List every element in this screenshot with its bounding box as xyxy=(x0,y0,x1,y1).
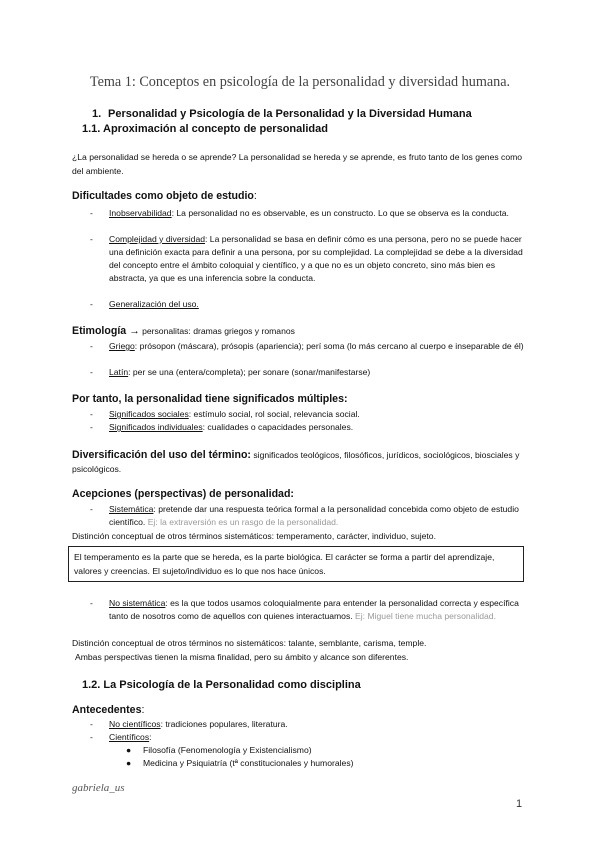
dash-marker: - xyxy=(90,504,93,514)
item-text: : tradiciones populares, literatura. xyxy=(160,719,288,729)
item-term: Inobservabilidad xyxy=(109,208,172,218)
item-term: Sistemática xyxy=(109,504,154,514)
etimologia-text: personalitas: dramas griegos y romanos xyxy=(139,326,295,336)
bullet-text: Medicina y Psiquiatría (tª constitucionales y humorales) xyxy=(143,758,354,768)
item-text: : prósopon (máscara), prósopis (apariencia); perí soma (lo más cercano al cuerpo e inseparable de él) xyxy=(134,341,524,351)
page-number: 1 xyxy=(516,798,523,810)
item-text: : xyxy=(149,732,152,742)
dash-marker: - xyxy=(90,732,93,742)
item-term: Científicos xyxy=(109,732,150,742)
diversificacion-paragraph xyxy=(72,448,528,476)
item-term: Latín xyxy=(109,367,129,377)
item-term: Griego xyxy=(109,341,135,351)
item-text: : La personalidad no es observable, es un constructo. Lo que se observa es la conducta. xyxy=(171,208,509,218)
list-item xyxy=(90,408,530,421)
diversificacion-heading: Diversificación del uso del término: xyxy=(72,449,251,461)
dificultades-heading xyxy=(72,190,257,202)
bullet-item xyxy=(126,757,353,770)
acepciones-heading: Acepciones (perspectivas) de personalidad: xyxy=(72,488,294,500)
distincion-sistematicos: Distinción conceptual de otros términos sistemáticos: temperamento, carácter, individuo, sujeto. xyxy=(72,531,436,541)
example-text: Ej: la extraversión es un rasgo de la personalidad. xyxy=(147,517,339,527)
item-term: No científicos xyxy=(109,719,161,729)
dash-marker: - xyxy=(90,422,93,432)
intro-paragraph: ¿La personalidad se hereda o se aprende? La personalidad se hereda y se aprende, es fruto tanto de los genes como del ambiente. xyxy=(72,152,523,176)
section-heading-1 xyxy=(92,108,472,120)
temperamento-box: El temperamento es la parte que se hereda, es la parte biológica. El carácter se forma a partir del aprendizaje, valores y creencias. El sujeto/individuo es lo que nos hace únicos. xyxy=(68,546,524,582)
etimologia-heading-text: Etimología → xyxy=(72,325,140,337)
dash-marker: - xyxy=(90,208,93,218)
item-term: Generalización del uso. xyxy=(109,299,199,309)
list-item xyxy=(90,731,530,744)
list-item xyxy=(90,366,530,379)
dash-marker: - xyxy=(90,409,93,419)
subsection-heading-1-2: 1.2. La Psicología de la Personalidad como disciplina xyxy=(82,679,361,691)
item-term: Significados individuales xyxy=(109,422,203,432)
distincion-no-sistematicos: Distinción conceptual de otros términos no sistemáticos: talante, semblante, carisma, temple. xyxy=(72,638,427,648)
bullet-item xyxy=(126,744,312,757)
heading-suffix: : xyxy=(253,190,257,202)
dash-marker: - xyxy=(90,234,93,244)
list-item xyxy=(90,233,530,285)
list-item xyxy=(90,207,530,220)
bullet-text: Filosofía (Fenomenología y Existencialismo) xyxy=(143,745,312,755)
list-item xyxy=(90,340,530,353)
bullet-icon: ● xyxy=(126,745,132,755)
item-text: : La personalidad se basa en definir cómo es una persona, pero no se puede hacer una definición exacta para definir a una persona, por su complejidad. La complejidad se debe a la diversidad del concepto entre el ámbito coloquial y científico, y a que no es un objeto concreto, sino más bien es abstracta, ya que es una inferencia sobre la conducta. xyxy=(109,234,523,283)
dash-marker: - xyxy=(90,598,93,608)
item-term: Significados sociales xyxy=(109,409,189,419)
etimologia-heading xyxy=(72,325,295,337)
item-text: : estímulo social, rol social, relevancia social. xyxy=(188,409,360,419)
antecedentes-heading xyxy=(72,704,144,716)
antecedentes-heading-text: Antecedentes xyxy=(72,704,142,716)
dificultades-heading-text: Dificultades como objeto de estudio xyxy=(72,190,254,202)
item-term: Complejidad y diversidad xyxy=(109,234,206,244)
item-text: : pretende dar una respuesta teórica formal a la personalidad concebida como objeto de estudio científico. xyxy=(109,504,519,527)
subsection-heading-1-1: 1.1. Aproximación al concepto de personalidad xyxy=(82,123,328,135)
ambas-perspectivas: Ambas perspectivas tienen la misma finalidad, pero su ámbito y alcance son diferentes. xyxy=(75,652,409,662)
section-heading-text: Personalidad y Psicología de la Personalidad y la Diversidad Humana xyxy=(108,108,472,120)
item-term: No sistemática xyxy=(109,598,166,608)
dash-marker: - xyxy=(90,341,93,351)
list-item xyxy=(90,718,530,731)
document-title: Tema 1: Conceptos en psicología de la personalidad y diversidad humana. xyxy=(89,74,511,90)
bullet-icon: ● xyxy=(126,758,132,768)
dash-marker: - xyxy=(90,299,93,309)
item-text: : cualidades o capacidades personales. xyxy=(202,422,354,432)
heading-suffix: : xyxy=(141,704,145,716)
author-signature: gabriela_us xyxy=(72,782,125,794)
list-item xyxy=(90,421,530,434)
list-item xyxy=(90,597,530,623)
dash-marker: - xyxy=(90,367,93,377)
list-item xyxy=(90,298,530,311)
section-number: 1. xyxy=(92,108,102,120)
significados-heading: Por tanto, la personalidad tiene significados múltiples: xyxy=(72,393,348,405)
item-text: : es la que todos usamos coloquialmente para entender la personalidad correcta y específica tanto de nosotros como de aquellos con quienes interactuamos. xyxy=(109,598,519,621)
item-text: : per se una (entera/completa); per sonare (sonar/manifestarse) xyxy=(128,367,371,377)
dash-marker: - xyxy=(90,719,93,729)
diversificacion-text: significados teológicos, filosóficos, jurídicos, sociológicos, biosciales y psicológicos. xyxy=(72,450,520,474)
list-item xyxy=(90,503,530,529)
example-text: Ej: Miguel tiene mucha personalidad. xyxy=(355,611,496,621)
